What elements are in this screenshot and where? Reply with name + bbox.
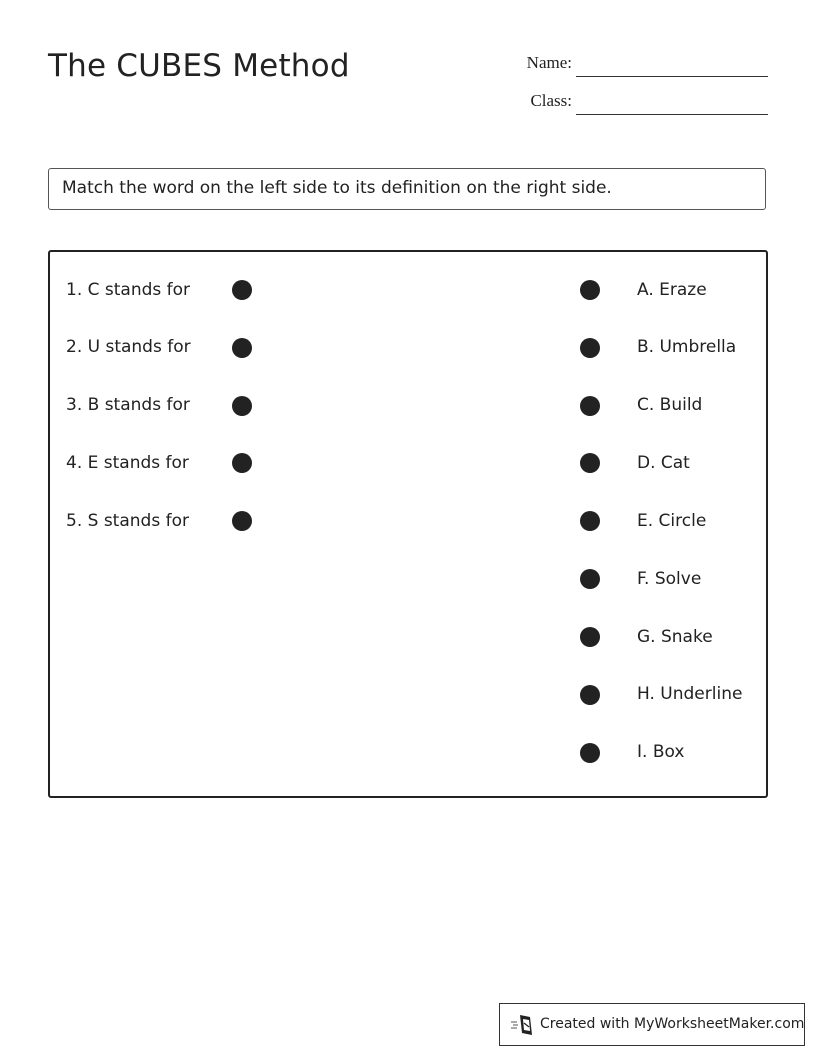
left-item: 5. S stands for (66, 511, 189, 531)
left-match-dot[interactable] (232, 338, 252, 358)
footer-text: Created with MyWorksheetMaker.com (540, 1016, 805, 1032)
name-input-line[interactable] (576, 76, 768, 77)
right-match-dot[interactable] (580, 627, 600, 647)
left-match-dot[interactable] (232, 511, 252, 531)
left-item: 3. B stands for (66, 395, 190, 415)
left-item: 1. C stands for (66, 280, 191, 300)
right-item: G. Snake (637, 627, 713, 647)
right-item: F. Solve (637, 569, 702, 589)
footer-badge[interactable] (499, 1003, 805, 1046)
page-title: The CUBES Method (48, 48, 350, 84)
right-item: C. Build (637, 395, 703, 415)
name-label: Name: (526, 53, 572, 72)
instructions-box (48, 168, 766, 210)
right-item: A. Eraze (637, 280, 707, 300)
right-match-dot[interactable] (580, 280, 600, 300)
right-match-dot[interactable] (580, 511, 600, 531)
left-match-dot[interactable] (232, 396, 252, 416)
right-item: H. Underline (637, 684, 743, 704)
left-item: 2. U stands for (66, 337, 191, 357)
left-item: 4. E stands for (66, 453, 189, 473)
right-match-dot[interactable] (580, 743, 600, 763)
right-item: B. Umbrella (637, 337, 737, 357)
right-match-dot[interactable] (580, 685, 600, 705)
right-item: D. Cat (637, 453, 690, 473)
right-item: I. Box (637, 742, 685, 762)
class-input-line[interactable] (576, 114, 768, 115)
right-item: E. Circle (637, 511, 707, 531)
worksheet-maker-logo-icon (510, 1013, 536, 1037)
right-match-dot[interactable] (580, 396, 600, 416)
instructions-text: Match the word on the left side to its definition on the right side. (62, 178, 612, 198)
right-match-dot[interactable] (580, 569, 600, 589)
right-match-dot[interactable] (580, 453, 600, 473)
left-match-dot[interactable] (232, 280, 252, 300)
left-match-dot[interactable] (232, 453, 252, 473)
class-label: Class: (530, 91, 572, 110)
right-match-dot[interactable] (580, 338, 600, 358)
